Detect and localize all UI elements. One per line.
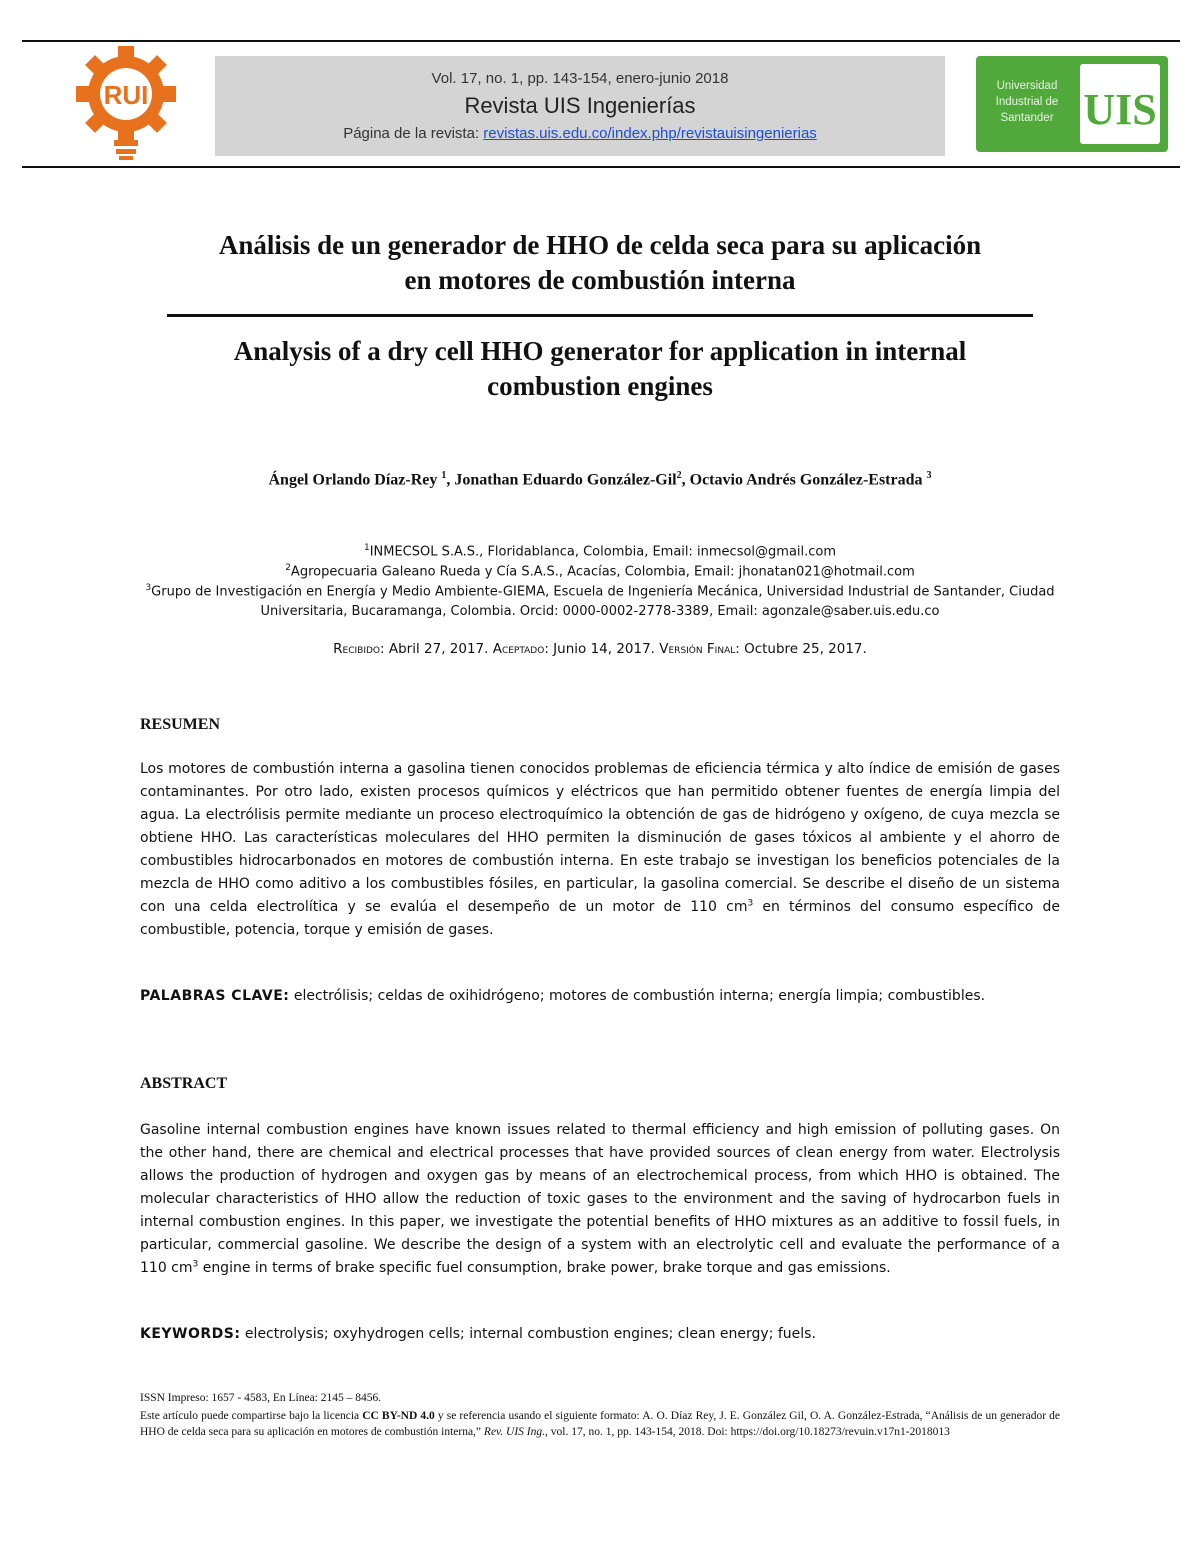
affiliation-2-sup: 2 xyxy=(285,563,291,573)
affiliation-1-sup: 1 xyxy=(363,543,370,553)
rui-logo-text: RUI xyxy=(103,80,149,110)
final-version-label: Versión Final xyxy=(659,641,736,657)
palabras-clave xyxy=(140,985,1060,1008)
license-note xyxy=(140,1408,1060,1440)
received-label: Recibido xyxy=(333,641,381,657)
author-2-sup: 2 xyxy=(676,470,682,481)
uis-logo xyxy=(976,56,1168,152)
uis-emblem-icon xyxy=(1080,64,1160,144)
author-1: Ángel Orlando Díaz-Rey xyxy=(268,471,442,489)
title-es-line2: en motores de combustión interna xyxy=(404,265,796,295)
title-divider xyxy=(167,314,1033,317)
license-name: CC BY-ND 4.0 xyxy=(362,1410,435,1422)
accepted-date: : Junio 14, 2017. xyxy=(544,641,660,657)
final-version-date: : Octubre 25, 2017. xyxy=(735,641,867,657)
header-bottom-rule xyxy=(22,166,1180,168)
palabras-clave-text: electrólisis; celdas de oxihidrógeno; motores de combustión interna; energía limpia; combustibles. xyxy=(289,988,986,1004)
author-3: , Octavio Andrés González-Estrada xyxy=(681,471,927,489)
issn-note: ISSN Impreso: 1657 - 4583, En Línea: 2145 – 8456. xyxy=(140,1392,382,1404)
resumen-text-b: en términos del consumo específico de combustible, potencia, torque y emisión de gases. xyxy=(140,899,1061,938)
license-text-a: Este artículo puede compartirse bajo la licencia xyxy=(140,1410,363,1422)
abstract-text-sup: 3 xyxy=(192,1259,199,1270)
header-top-rule xyxy=(22,40,1180,42)
journal-header-box xyxy=(215,56,945,156)
abstract-text xyxy=(140,1119,1060,1280)
affiliation-3-text: Grupo de Investigación en Energía y Medio Ambiente-GIEMA, Escuela de Ingeniería Mecánica, Universidad Industrial de Santander, Ciudad Universitaria, Bucaramanga, Colombia. Orcid: 0000-0002-2778-3389, Email: agonzale@saber.uis.edu.co xyxy=(151,584,1055,620)
abstract-text-a: Gasoline internal combustion engines have known issues related to thermal efficiency and high emission of polluting gases. On the other hand, there are chemical and electrical processes that have provided sources of clean energy from water. Electrolysis allows the production of hydrogen and oxygen gas by means of an electrochemical process, from which HHO is obtained. The molecular characteristics of HHO allow the reduction of toxic gases to the environment and the saving of hydrocarbon fuels in internal combustion engines. In this paper, we investigate the potential benefits of HHO mixtures as an additive to fossil fuels, in particular, commercial gasoline. We describe the design of a system with an electrolytic cell and evaluate the performance of a 110 cm xyxy=(140,1122,1060,1276)
resumen-text-sup: 3 xyxy=(747,898,754,909)
affiliation-3-sup: 3 xyxy=(145,583,152,593)
license-journal: Rev. UIS Ing. xyxy=(483,1426,546,1438)
title-spanish xyxy=(100,228,1100,298)
affiliation-2-text: Agropecuaria Galeano Rueda y Cía S.A.S., Acacías, Colombia, Email: jhonatan021@hotmail.com xyxy=(290,564,915,580)
palabras-clave-label: PALABRAS CLAVE: xyxy=(140,988,290,1004)
journal-issue: Vol. 17, no. 1, pp. 143-154, enero-junio 2018 xyxy=(431,70,729,87)
uis-name: Universidad Industrial de Santander xyxy=(995,80,1059,124)
keywords-text: electrolysis; oxyhydrogen cells; internal combustion engines; clean energy; fuels. xyxy=(240,1326,816,1342)
journal-page-link[interactable]: revistas.uis.edu.co/index.php/revistauisingenierias xyxy=(483,125,817,142)
journal-page-label: Página de la revista: xyxy=(343,125,484,142)
title-english xyxy=(100,334,1100,404)
affiliation-1-text: INMECSOL S.A.S., Floridablanca, Colombia, Email: inmecsol@gmail.com xyxy=(369,544,837,560)
resumen-text xyxy=(140,758,1060,942)
license-text-c: y se referencia usando el siguiente formato: A. O. Díaz Rey, J. E. González Gil, O. A. González-Estrada, “Análisis de un generador de HHO de celda seca para su aplicación en motores de combustión interna,” xyxy=(140,1410,1060,1438)
affiliation-3 xyxy=(120,578,1080,622)
journal-page-line xyxy=(215,125,945,142)
article-dates xyxy=(100,641,1100,657)
title-en-line1: Analysis of a dry cell HHO generator for application in internal xyxy=(233,336,967,366)
uis-emblem-text: UIS xyxy=(1083,85,1157,134)
abstract-heading: ABSTRACT xyxy=(140,1075,228,1092)
resumen-heading: RESUMEN xyxy=(140,716,221,733)
authors xyxy=(100,470,1100,489)
journal-name: Revista UIS Ingenierías xyxy=(464,93,696,118)
keywords xyxy=(140,1323,1060,1346)
author-1-sup: 1 xyxy=(441,470,447,481)
license-text-e: , vol. 17, no. 1, pp. 143-154, 2018. Doi: https://doi.org/10.18273/revuin.v17n1-2018013 xyxy=(545,1426,950,1438)
rui-logo-icon xyxy=(70,44,182,162)
title-es-line1: Análisis de un generador de HHO de celda seca para su aplicación xyxy=(218,230,982,260)
title-en-line2: combustion engines xyxy=(487,371,713,401)
resumen-text-a: Los motores de combustión interna a gasolina tienen conocidos problemas de eficiencia térmica y alto índice de emisión de gases contaminantes. Por otro lado, existen procesos químicos y eléctricos que han permitido obtener fuentes de energía limpia del agua. La electrólisis permite mediante un proceso electroquímico la obtención de gas de hidrógeno y oxígeno, de cuya mezcla se obtiene HHO. Las características moleculares del HHO permiten la disminución de gases tóxicos al ambiente y el ahorro de combustibles hidrocarbonados en motores de combustión interna. En este trabajo se investigan los beneficios potenciales de la mezcla de HHO como aditivo a los combustibles fósiles, en particular, la gasolina comercial. Se describe el diseño de un sistema con una celda electrolítica y se evalúa el desempeño de un motor de 110 cm xyxy=(140,761,1060,915)
abstract-text-b: engine in terms of brake specific fuel consumption, brake power, brake torque and gas emissions. xyxy=(198,1260,891,1276)
received-date: : Abril 27, 2017. xyxy=(380,641,493,657)
author-2: , Jonathan Eduardo González-Gil xyxy=(446,471,677,489)
keywords-label: KEYWORDS: xyxy=(140,1326,241,1342)
accepted-label: Aceptado xyxy=(492,641,545,657)
author-3-sup: 3 xyxy=(926,470,932,481)
